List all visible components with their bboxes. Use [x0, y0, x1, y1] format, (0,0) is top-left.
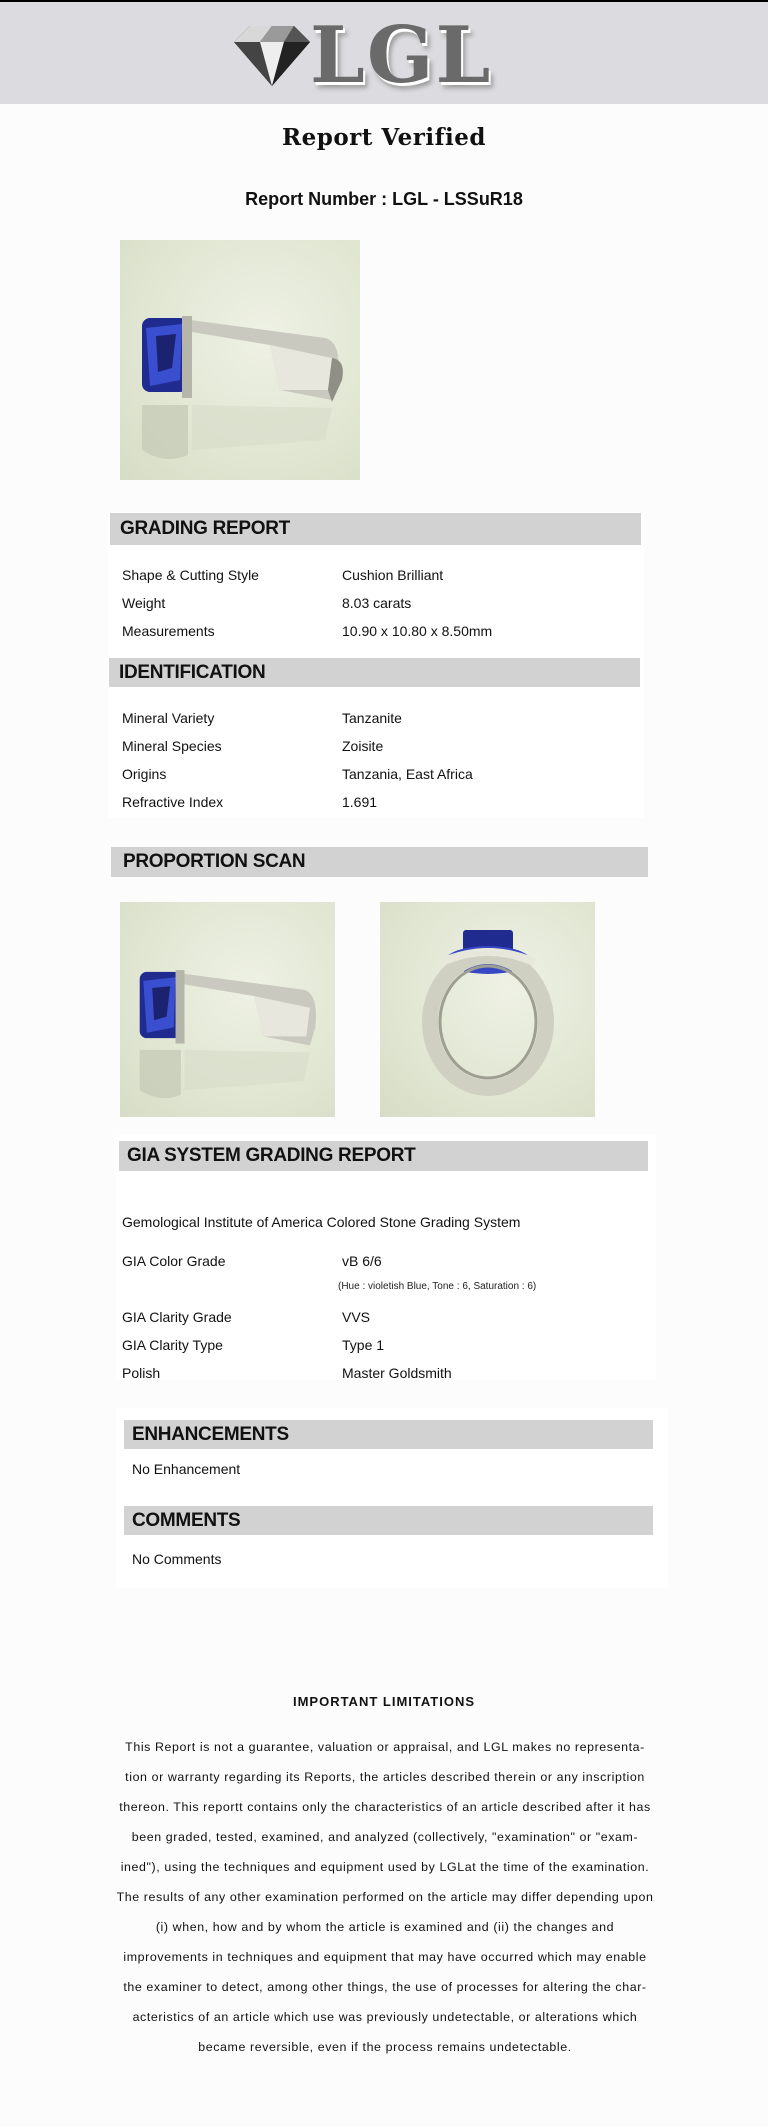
row-label: GIA Color Grade — [122, 1253, 226, 1269]
header-bar — [0, 0, 768, 104]
report-number: Report Number : LGL - LSSuR18 — [245, 189, 523, 209]
ring-front-image — [380, 902, 595, 1117]
proportion-front-photo — [380, 902, 595, 1117]
row-value: Tanzanite — [342, 710, 402, 726]
row-label: Polish — [122, 1365, 161, 1381]
row-value: Zoisite — [342, 738, 384, 754]
diamond-icon — [232, 20, 312, 90]
row-label: GIA Clarity Grade — [122, 1309, 232, 1325]
row-value: vB 6/6 — [342, 1253, 382, 1269]
row-label: GIA Clarity Type — [122, 1337, 223, 1353]
grading-report-heading: GRADING REPORT — [110, 513, 641, 545]
limitations-body: This Report is not a guarantee, valuation or appraisal, and LGL makes no representa- tion or warranty regarding its Reports, the articles described therein or any inscription thereon. This reportt contains only the characteristics of an article described after it has been graded, tested, examined, and analyzed (collectively, "examination" or "exam- ined"), using the techniques and equipment used by LGLat the time of the examination. The results of any other examination performed on the article may differ depending upon (i) when, how and by whom the article is examined and (ii) the changes and improvements in techniques and equipment that may have occurred which may enable the examiner to detect, among other things, the use of processes for altering the char- acteristics of an article which use was previously undetectable, or alterations which became reversible, even if the process remains undetectable. — [116, 1740, 654, 2054]
row-value: Tanzania, East Africa — [342, 766, 473, 782]
row-label: Mineral Variety — [122, 710, 215, 726]
ring-side-image — [120, 902, 335, 1117]
lgl-logo[interactable] — [232, 10, 493, 101]
enhancements-heading: ENHANCEMENTS — [124, 1420, 653, 1449]
ring-side-photo — [120, 240, 360, 480]
row-value: 1.691 — [342, 794, 378, 810]
logo-text: LGL — [310, 10, 493, 101]
color-grade-note: (Hue : violetish Blue, Tone : 6, Saturation : 6) — [338, 1281, 537, 1292]
gia-report-heading: GIA SYSTEM GRADING REPORT — [119, 1141, 648, 1171]
limitations-title: IMPORTANT LIMITATIONS — [292, 1694, 476, 1709]
row-value: 8.03 carats — [342, 595, 412, 611]
row-label: Shape & Cutting Style — [122, 567, 259, 583]
ring-side-image — [120, 240, 360, 480]
row-label: Weight — [122, 595, 166, 611]
row-label: Mineral Species — [122, 738, 222, 754]
row-value: VVS — [342, 1309, 371, 1325]
row-label: Measurements — [122, 623, 215, 639]
row-value: Master Goldsmith — [342, 1365, 452, 1381]
row-label: Origins — [122, 766, 167, 782]
identification-heading: IDENTIFICATION — [109, 658, 640, 687]
row-value: Type 1 — [342, 1337, 385, 1353]
row-label: Refractive Index — [122, 794, 224, 810]
proportion-scan-heading: PROPORTION SCAN — [111, 847, 648, 877]
comments-heading: COMMENTS — [124, 1506, 653, 1535]
row-value: Cushion Brilliant — [342, 567, 444, 583]
row-value: 10.90 x 10.80 x 8.50mm — [342, 623, 493, 639]
page-title: Report Verified — [282, 124, 486, 151]
proportion-side-photo — [120, 902, 335, 1117]
